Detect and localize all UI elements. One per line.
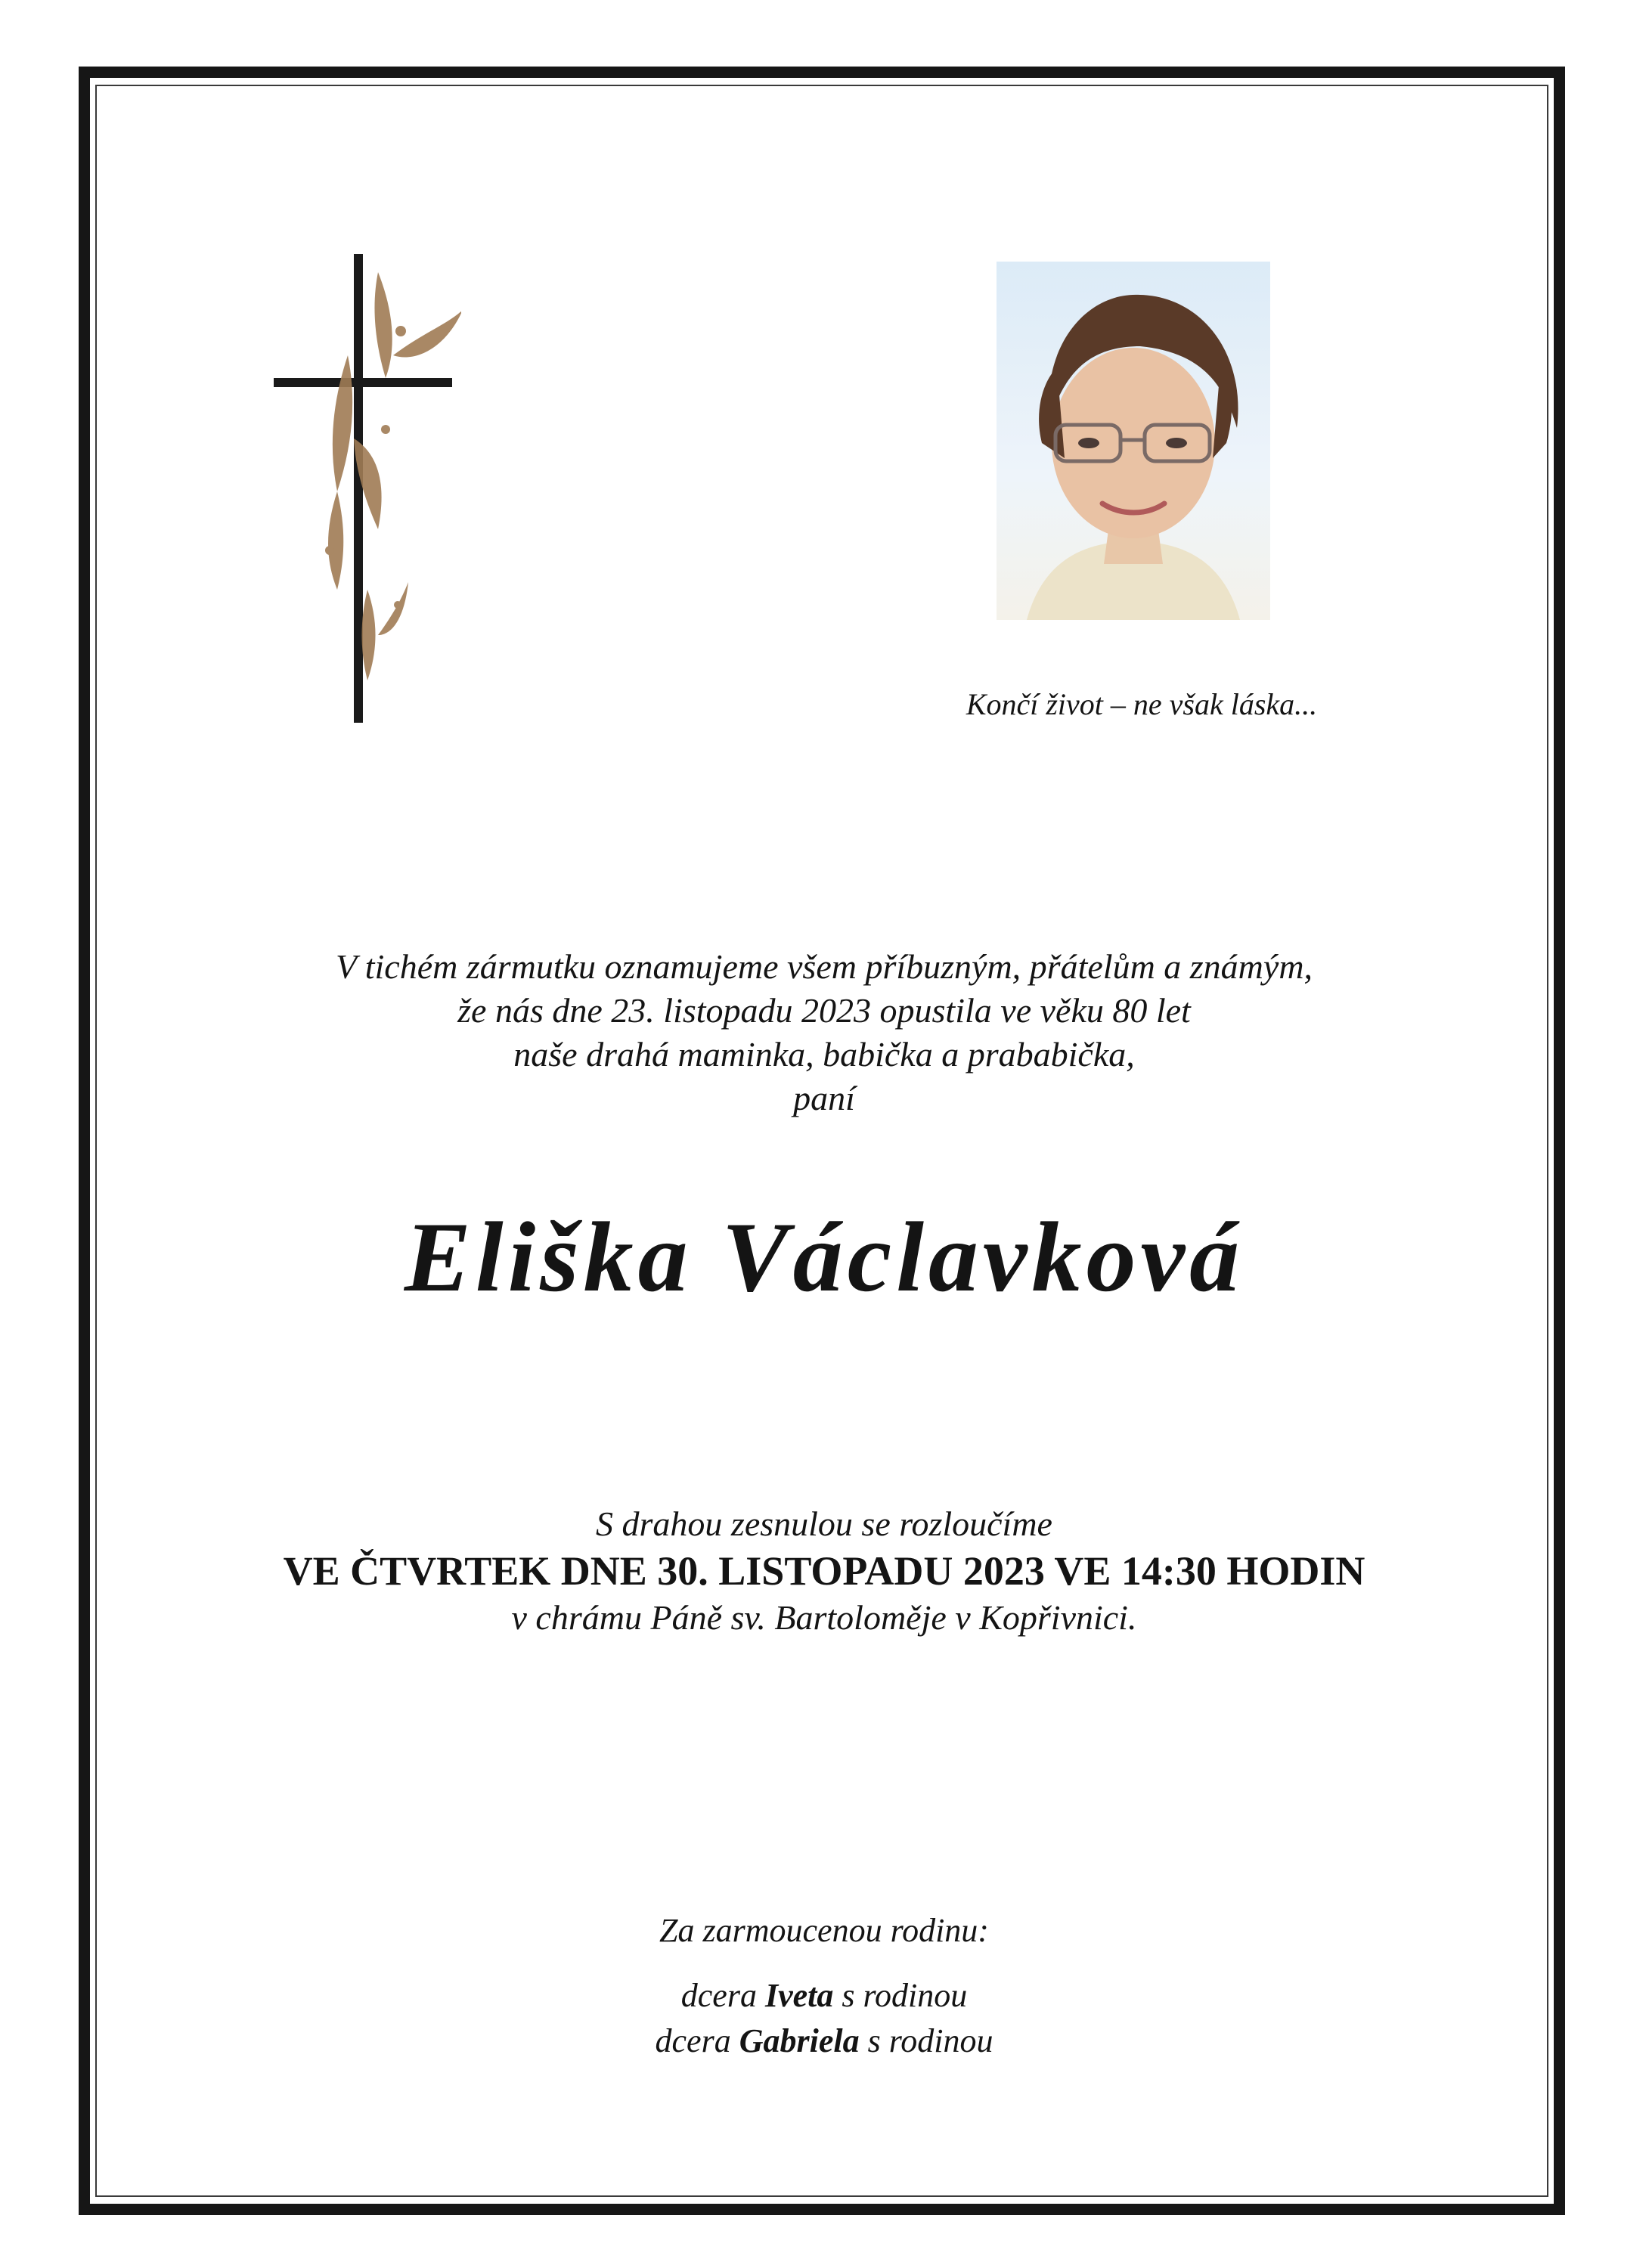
portrait-photo <box>997 262 1270 620</box>
motto: Končí život – ne však láska... <box>966 687 1318 721</box>
announcement-text <box>151 945 1497 1120</box>
member-name: Iveta <box>764 1977 834 2014</box>
member-name: Gabriela <box>739 2022 860 2059</box>
announcement-line: paní <box>793 1079 855 1117</box>
cross-with-branch-icon <box>265 242 461 726</box>
member-suffix: s rodinou <box>842 1977 968 2014</box>
deceased-name: Eliška Václavková <box>404 1201 1244 1312</box>
farewell-info <box>121 1501 1527 1641</box>
member-suffix: s rodinou <box>867 2022 993 2059</box>
member-relation: dcera <box>655 2022 731 2059</box>
farewell-place: v chrámu Páně sv. Bartoloměje v Kopřivnici. <box>511 1598 1137 1637</box>
family-member <box>302 2019 1346 2064</box>
family-member <box>302 1973 1346 2019</box>
family-signature <box>302 1908 1346 2064</box>
announcement-line: že nás dne 23. listopadu 2023 opustila ve věku 80 let <box>457 991 1191 1030</box>
farewell-date-time: VE ČTVRTEK DNE 30. LISTOPADU 2023 VE 14:30 HODIN <box>283 1548 1365 1594</box>
family-header: Za zarmoucenou rodinu: <box>659 1912 989 1949</box>
member-relation: dcera <box>680 1977 757 2014</box>
farewell-intro: S drahou zesnulou se rozloučíme <box>596 1504 1052 1543</box>
announcement-line: V tichém zármutku oznamujeme všem příbuzným, přátelům a známým, <box>335 947 1313 986</box>
announcement-line: naše drahá maminka, babička a prababička, <box>513 1035 1135 1074</box>
